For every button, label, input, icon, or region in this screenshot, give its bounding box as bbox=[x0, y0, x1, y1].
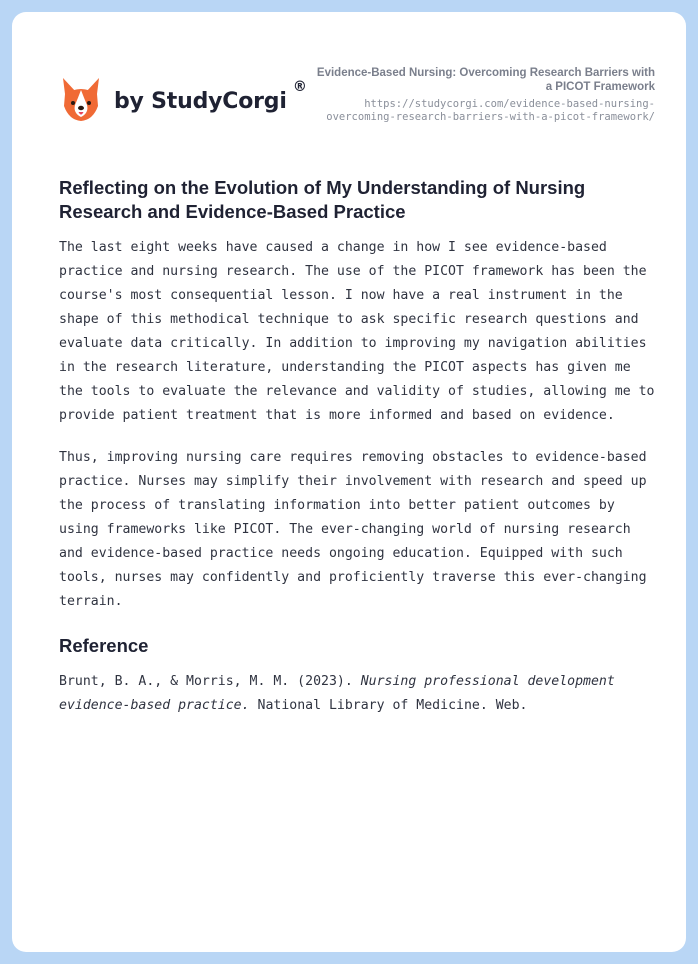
document-title: Evidence-Based Nursing: Overcoming Research Barriers with a PICOT Framework bbox=[316, 67, 655, 93]
article-paragraph-2: Thus, improving nursing care requires removing obstacles to evidence-based practice. Nurses may simplify their involvement with research and speed up the process of translating information into better patient outcomes by using frameworks like PICOT. The ever-changing world of nursing research and evidence-based practice needs ongoing education. Equipped with such tools, nurses may confidently and proficiently traverse this ever-changing terrain. bbox=[59, 450, 647, 609]
document-page bbox=[12, 12, 686, 952]
studycorgi-logo[interactable] bbox=[60, 76, 307, 122]
reference-item bbox=[59, 670, 659, 718]
reference-heading: Reference bbox=[59, 635, 149, 656]
page-header bbox=[12, 12, 686, 152]
corgi-icon bbox=[60, 76, 102, 122]
registered-mark: ® bbox=[292, 78, 307, 95]
article-paragraph-1: The last eight weeks have caused a change in how I see evidence-based practice and nursing research. The use of the PICOT framework has been the course's most consequential lesson. I now have a real instrument in the shape of this methodical technique to ask specific research questions and evaluate data critically. In addition to improving my navigation abilities in the research literature, understanding the PICOT aspects has given me the tools to evaluate the relevance and validity of studies, allowing me to provide patient treatment that is more informed and based on evidence. bbox=[59, 240, 655, 423]
article-content bbox=[59, 176, 659, 718]
reference-title: Nursing professional development evidence-based practice. bbox=[59, 674, 615, 713]
article-heading: Reflecting on the Evolution of My Understanding of Nursing Research and Evidence-Based Practice bbox=[59, 177, 586, 222]
brand-name: by StudyCorgi ® bbox=[114, 78, 307, 114]
document-url[interactable]: https://studycorgi.com/evidence-based-nursing-overcoming-research-barriers-with-a-picot-framework/ bbox=[326, 98, 655, 123]
reference-publisher: National Library of Medicine. Web. bbox=[257, 698, 528, 713]
reference-authors: Brunt, B. A., & Morris, M. M. (2023). bbox=[59, 674, 353, 689]
document-meta bbox=[315, 66, 655, 124]
